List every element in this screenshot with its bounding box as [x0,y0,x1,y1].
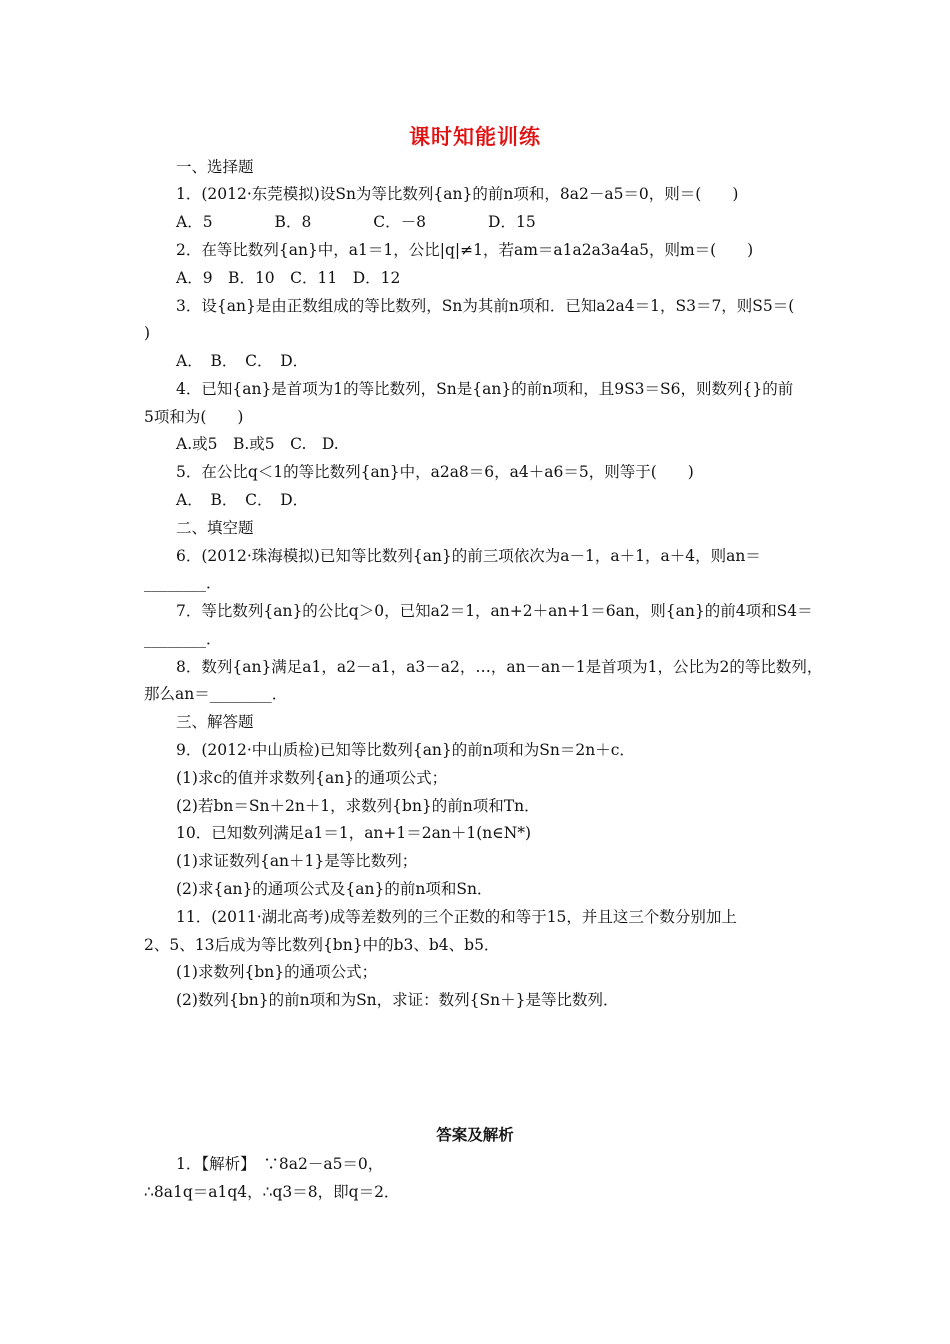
question-line: 2．在等比数列{an}中，a1＝1，公比|q|≠1，若am＝a1a2a3a4a5，则m＝( ) [176,241,754,259]
question-line: 2、5、13后成为等比数列{bn}中的b3、b4、b5． [144,936,500,954]
question-line: (1)求数列{bn}的通项公式； [176,963,378,981]
question-line: A． B． C． D． [176,491,309,509]
question-line: 二、填空题 [176,519,254,537]
question-line: 3．设{an}是由正数组成的等比数列，Sn为其前n项和．已知a2a4＝1，S3＝7，则S5＝( [176,297,795,315]
question-line: 10．已知数列满足a1＝1，an+1＝2an＋1(n∈N*) [176,824,532,842]
question-line: ) [144,324,151,342]
question-line: A．9 B．10 C．11 D．12 [176,269,401,287]
answers-title: 答案及解析 [436,1125,514,1144]
question-line: A．5 B．8 C．－8 D．15 [176,213,536,231]
question-line: 1．(2012·东莞模拟)设Sn为等比数列{an}的前n项和，8a2－a5＝0，则＝( ) [176,185,739,203]
question-line: 一、选择题 [176,158,254,176]
answer-line: 1．【解析】 ∵8a2－a5＝0， [176,1155,384,1173]
question-line: (2)若bn＝Sn＋2n＋1，求数列{bn}的前n项和Tn． [176,797,540,815]
question-line: 6．(2012·珠海模拟)已知等比数列{an}的前三项依次为a－1，a＋1，a＋4，则an＝ [176,547,761,565]
question-line: 5项和为( ) [144,408,244,426]
question-line: 8．数列{an}满足a1，a2－a1，a3－a2，…，an－an－1是首项为1，公比为2的等比数列， [176,658,823,676]
question-line: 那么an＝________． [144,685,288,703]
question-line: A． B． C． D． [176,352,309,370]
question-line: 11．(2011·湖北高考)成等差数列的三个正数的和等于15，并且这三个数分别加上 [176,908,737,926]
question-line: 5．在公比q＜1的等比数列{an}中，a2a8＝6，a4＋a6＝5，则等于( ) [176,463,694,481]
answer-line: ∴8a1q＝a1q4，∴q3＝8，即q＝2． [144,1183,400,1201]
question-line: 9．(2012·中山质检)已知等比数列{an}的前n项和为Sn＝2n＋c． [176,741,635,759]
question-line: 三、解答题 [176,713,254,731]
question-line: (1)求c的值并求数列{an}的通项公式； [176,769,448,787]
question-line: 7．等比数列{an}的公比q＞0，已知a2＝1，an+2＋an+1＝6an，则{an}的前4项和S4＝ [176,602,813,620]
question-line: (1)求证数列{an＋1}是等比数列； [176,852,418,870]
question-line: 4．已知{an}是首项为1的等比数列，Sn是{an}的前n项和，且9S3＝S6，则数列{}的前 [176,380,794,398]
question-line: ________． [144,630,222,648]
question-line: A.或5 B.或5 C. D. [176,435,339,453]
page-title: 课时知能训练 [409,124,541,149]
question-line: (2)求{an}的通项公式及{an}的前n项和Sn． [176,880,493,898]
question-line: (2)数列{bn}的前n项和为Sn，求证：数列{Sn＋}是等比数列． [176,991,619,1009]
question-line: ________． [144,574,222,592]
